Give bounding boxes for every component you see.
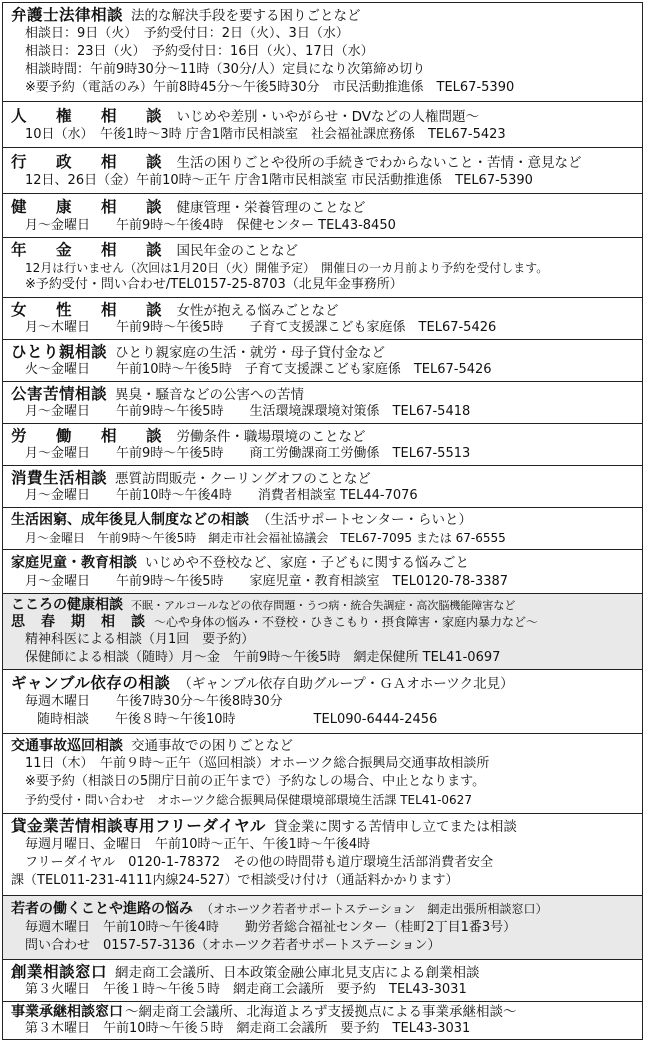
section-lawyer-consultation bbox=[3, 3, 642, 101]
section-line: ※要予約（相談日の5開庁日前の正午まで）予約なしの場合、中止となります。 bbox=[25, 774, 486, 789]
section-description: 不眠・アルコールなどの依存問題・うつ病・統合失調症・高次脳機能障害など bbox=[131, 599, 516, 612]
section-description: （生活サポートセンター・らいと） bbox=[257, 512, 473, 528]
section-description: 労働条件・職場環境のことなど bbox=[176, 429, 366, 445]
section-single-parent bbox=[3, 339, 642, 381]
section-title: 労 働 相 談 bbox=[11, 427, 169, 445]
section-business-succession bbox=[3, 1001, 642, 1038]
section-description: （オホーツク若者サポートステーション 網走出張所相談窓口） bbox=[201, 902, 548, 916]
section-title: 行 政 相 談 bbox=[11, 153, 169, 171]
section-title: 健 康 相 談 bbox=[11, 198, 169, 216]
section-line: 月～金曜日 午前9時～午後5時 家庭児童・教育相談室 TEL0120-78-3387 bbox=[25, 574, 509, 589]
section-pension bbox=[3, 237, 642, 297]
section-mental-health bbox=[3, 593, 642, 669]
section-line: 月～木曜日 午前9時～午後5時 子育て支援課こども家庭係 TEL67-5426 bbox=[25, 320, 497, 335]
section-title: 生活困窮、成年後見人制度などの相談 bbox=[11, 512, 249, 528]
section-family-education bbox=[3, 549, 642, 593]
section-line: 毎週木曜日 午前10時～午後4時 勤労者総合福祉センター（桂町2丁目1番3号） bbox=[25, 920, 517, 935]
section-description: いじめや不登校など、家庭・子どもに関する悩みごと bbox=[145, 555, 469, 571]
section-startup bbox=[3, 959, 642, 1001]
section-line: 12日、26日（金）午前10時～正午 庁舎1階市民相談室 市民活動推進係 TEL67-5390 bbox=[25, 173, 533, 188]
section-moneylending bbox=[3, 813, 642, 895]
section-description: いじめや差別・いやがらせ・DVなどの人権問題～ bbox=[176, 109, 480, 125]
section-line: 精神科医による相談（月1回 要予約） bbox=[25, 632, 255, 647]
section-description: 悪質訪問販売・クーリングオフのことなど bbox=[115, 471, 371, 487]
section-line: 月～金曜日 午前9時～午後4時 保健センター TEL43-8450 bbox=[25, 218, 396, 233]
section-gambling bbox=[3, 669, 642, 733]
section-title: こころの健康相談 bbox=[11, 597, 123, 613]
consultation-schedule bbox=[2, 2, 643, 1040]
section-line: 保健師による相談（随時）月～金 午前9時～午後5時 網走保健所 TEL41-0697 bbox=[25, 650, 501, 665]
section-pollution bbox=[3, 381, 642, 423]
section-line: 相談日：9日（火） 予約受付日：2日（火）、3日（水） bbox=[25, 26, 349, 41]
section-title: 公害苦情相談 bbox=[11, 385, 108, 403]
section-administrative bbox=[3, 147, 642, 193]
section-title: 創業相談窓口 bbox=[11, 963, 108, 981]
section-human-rights bbox=[3, 101, 642, 147]
section-youth-support bbox=[3, 895, 642, 959]
section-title: 家庭児童・教育相談 bbox=[11, 555, 137, 571]
section-description: 網走商工会議所、日本政策金融公庫北見支店による創業相談 bbox=[115, 965, 480, 981]
section-health bbox=[3, 193, 642, 237]
section-line: 月～金曜日 午前9時～午後5時 生活環境課環境対策係 TEL67-5418 bbox=[25, 404, 471, 419]
section-title: ひとり親相談 bbox=[11, 343, 108, 361]
section-description: 国民年金のことなど bbox=[176, 243, 299, 259]
section-line: フリーダイヤル 0120-1-78372 その他の時間帯も道庁環境生活部消費者安全 bbox=[25, 855, 494, 870]
section-line: 随時相談 午後８時～午後10時 TEL090-6444-2456 bbox=[37, 712, 438, 727]
section-line: 毎週月曜日、金曜日 午前10時～正午、午後1時～午後4時 bbox=[25, 837, 371, 852]
section-line: ※要予約（電話のみ）午前8時45分～午後5時30分 市民活動推進係 TEL67-5390 bbox=[25, 80, 515, 95]
section-consumer bbox=[3, 465, 642, 507]
section-description: 法的な解決手段を要する困りごとなど bbox=[131, 8, 361, 24]
section-line: 月～金曜日 午前9時～午後5時 商工労働課商工労働係 TEL67-5513 bbox=[25, 446, 471, 461]
section-description: 生活の困りごとや役所の手続きでわからないこと・苦情・意見など bbox=[176, 155, 582, 171]
section-title: 交通事故巡回相談 bbox=[11, 738, 123, 754]
section-line: 課（TEL011-231-4111内線24-527）で相談受け付け（通話料かかります） bbox=[11, 873, 459, 888]
section-title: 弁護士法律相談 bbox=[11, 6, 124, 24]
section-title-secondary: 思 春 期 相 談 bbox=[11, 614, 146, 630]
section-line: 相談日：23日（火） 予約受付日：16日（火）、17日（水） bbox=[25, 44, 374, 59]
section-description-secondary: ～心や身体の悩み・不登校・ひきこもり・摂食障害・家庭内暴力など～ bbox=[154, 615, 539, 629]
section-description: ～網走商工会議所、北海道よろず支援拠点による事業承継相談～ bbox=[125, 1004, 517, 1020]
section-labor bbox=[3, 423, 642, 465]
section-traffic-accident bbox=[3, 733, 642, 813]
section-line: 問い合わせ 0157-57-3136（オホーツク若者サポートステーション） bbox=[25, 938, 441, 953]
section-line: 12月は行いません（次回は1月20日（火）開催予定） 開催日の一カ月前より予約を受付します。 bbox=[25, 261, 549, 275]
section-description: 健康管理・栄養管理のことなど bbox=[176, 200, 366, 216]
section-line: 予約受付・問い合わせ オホーツク総合振興局保健環境部環境生活課 TEL41-0627 bbox=[25, 793, 472, 807]
section-line: 10日（水） 午後1時～3時 庁舎1階市民相談室 社会福祉課庶務係 TEL67-5423 bbox=[25, 127, 506, 142]
section-description: 貸金業に関する苦情申し立てまたは相談 bbox=[273, 819, 517, 835]
section-title: 若者の働くことや進路の悩み bbox=[11, 901, 193, 917]
section-line: 月～金曜日 午前9時～午後5時 網走市社会福祉協議会 TEL67-7095 または 67-6555 bbox=[25, 531, 506, 545]
section-description: 女性が抱える悩みごとなど bbox=[176, 303, 339, 319]
section-line: 相談時間：午前9時30分～11時（30分/人）定員になり次第締め切り bbox=[25, 62, 426, 77]
section-description: 異臭・騒音などの公害への苦情 bbox=[115, 387, 305, 403]
section-line: ※予約受付・問い合わせ/TEL0157-25-8703（北見年金事務所） bbox=[25, 277, 403, 292]
section-line: 毎週木曜日 午後7時30分～午後8時30分 bbox=[25, 694, 283, 709]
section-description: ひとり親家庭の生活・就労・母子貸付金など bbox=[115, 345, 386, 361]
section-line: 第３木曜日 午前10時～午後５時 網走商工会議所 要予約 TEL43-3031 bbox=[25, 1021, 471, 1036]
section-line: 第３火曜日 午後１時～午後５時 網走商工会議所 要予約 TEL43-3031 bbox=[25, 982, 467, 997]
section-line: 月～金曜日 午前10時～午後4時 消費者相談室 TEL44-7076 bbox=[25, 488, 418, 503]
section-livelihood bbox=[3, 507, 642, 549]
section-title: 年 金 相 談 bbox=[11, 241, 169, 259]
section-title: 女 性 相 談 bbox=[11, 301, 169, 319]
section-title: 人 権 相 談 bbox=[11, 107, 169, 125]
section-line: 11日（木） 午前９時～正午（巡回相談）オホーツク総合振興局交通事故相談所 bbox=[25, 756, 490, 771]
section-title: 貸金業苦情相談専用フリーダイヤル bbox=[11, 817, 266, 835]
section-title: ギャンブル依存の相談 bbox=[11, 674, 171, 692]
section-title: 消費生活相談 bbox=[11, 469, 108, 487]
section-description: （ギャンブル依存自助グループ・ＧＡオホーツク北見） bbox=[178, 676, 514, 692]
section-line: 火～金曜日 午前10時～午後5時 子育て支援課こども家庭係 TEL67-5426 bbox=[25, 362, 492, 377]
section-description: 交通事故での困りごとなど bbox=[131, 738, 293, 754]
section-title: 事業承継相談窓口 bbox=[11, 1004, 123, 1020]
section-women bbox=[3, 297, 642, 339]
